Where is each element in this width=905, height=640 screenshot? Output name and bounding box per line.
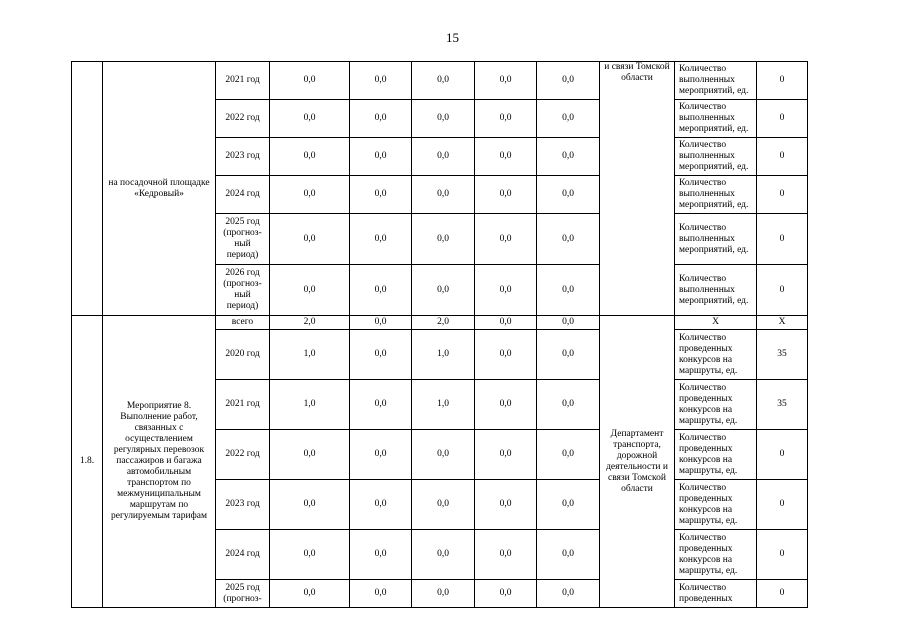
local-cell: 0,0 (475, 380, 537, 430)
other-cell: 0,0 (537, 330, 600, 380)
indicator-name-cell: Количество проведенных конкурсов на маршруты, ед. (675, 380, 757, 430)
indicator-value-cell: 0 (757, 580, 808, 608)
regional-cell: 0,0 (412, 176, 475, 214)
indicator-value-cell: X (757, 316, 808, 330)
other-cell: 0,0 (537, 62, 600, 100)
indicator-name-cell: Количество проведенных конкурсов на маршруты, ед. (675, 430, 757, 480)
other-cell: 0,0 (537, 380, 600, 430)
total-funds-cell: 0,0 (270, 214, 350, 265)
indicator-name-cell: Количество выполненных мероприятий, ед. (675, 100, 757, 138)
event-block-b (72, 316, 808, 608)
local-cell: 0,0 (475, 530, 537, 580)
year-cell: 2022 год (216, 100, 270, 138)
local-cell: 0,0 (475, 480, 537, 530)
federal-cell: 0,0 (350, 480, 412, 530)
indicator-name-cell: Количество выполненных мероприятий, ед. (675, 176, 757, 214)
indicator-value-cell: 0 (757, 530, 808, 580)
total-funds-cell: 0,0 (270, 430, 350, 480)
local-cell: 0,0 (475, 214, 537, 265)
federal-cell: 0,0 (350, 430, 412, 480)
total-funds-cell: 1,0 (270, 380, 350, 430)
total-funds-cell: 0,0 (270, 265, 350, 316)
total-row (72, 316, 808, 330)
other-cell: 0,0 (537, 430, 600, 480)
event-name-cell: Мероприятие 8. Выполнение работ, связанных с осуществлением регулярных перевозок пассажиров и багажа автомобильным транспортом по межмуниципальным маршрутам по регулируемым тарифам (103, 316, 216, 608)
federal-cell: 0,0 (350, 265, 412, 316)
other-cell: 0,0 (537, 214, 600, 265)
local-cell: 0,0 (475, 100, 537, 138)
other-cell: 0,0 (537, 265, 600, 316)
total-funds-cell: 0,0 (270, 176, 350, 214)
other-cell: 0,0 (537, 316, 600, 330)
total-funds-cell: 2,0 (270, 316, 350, 330)
year-cell: 2025 год (прогноз- (216, 580, 270, 608)
year-cell: 2025 год (прогноз- ный период) (216, 214, 270, 265)
federal-cell: 0,0 (350, 530, 412, 580)
indicator-name-cell: Количество выполненных мероприятий, ед. (675, 62, 757, 100)
total-funds-cell: 0,0 (270, 62, 350, 100)
regional-cell: 0,0 (412, 62, 475, 100)
program-table (71, 61, 808, 608)
regional-cell: 0,0 (412, 138, 475, 176)
federal-cell: 0,0 (350, 176, 412, 214)
year-cell: 2024 год (216, 176, 270, 214)
row-number-cell: 1.8. (72, 316, 103, 608)
year-cell: 2026 год (прогноз- ный период) (216, 265, 270, 316)
year-cell: 2023 год (216, 480, 270, 530)
indicator-name-cell: Количество проведенных конкурсов на маршруты, ед. (675, 530, 757, 580)
other-cell: 0,0 (537, 580, 600, 608)
local-cell: 0,0 (475, 430, 537, 480)
regional-cell: 0,0 (412, 580, 475, 608)
year-cell: 2021 год (216, 380, 270, 430)
local-cell: 0,0 (475, 176, 537, 214)
total-funds-cell: 0,0 (270, 580, 350, 608)
year-cell: 2023 год (216, 138, 270, 176)
indicator-value-cell: 0 (757, 138, 808, 176)
indicator-value-cell: 0 (757, 176, 808, 214)
regional-cell: 0,0 (412, 430, 475, 480)
indicator-name-cell: Количество выполненных мероприятий, ед. (675, 214, 757, 265)
federal-cell: 0,0 (350, 138, 412, 176)
total-funds-cell: 0,0 (270, 138, 350, 176)
federal-cell: 0,0 (350, 62, 412, 100)
table-row (72, 62, 808, 100)
indicator-name-cell: Количество выполненных мероприятий, ед. (675, 138, 757, 176)
year-cell: 2024 год (216, 530, 270, 580)
regional-cell: 2,0 (412, 316, 475, 330)
federal-cell: 0,0 (350, 214, 412, 265)
indicator-value-cell: 35 (757, 330, 808, 380)
indicator-name-cell: Количество проведенных (675, 580, 757, 608)
federal-cell: 0,0 (350, 380, 412, 430)
other-cell: 0,0 (537, 530, 600, 580)
indicator-value-cell: 35 (757, 380, 808, 430)
indicator-value-cell: 0 (757, 480, 808, 530)
other-cell: 0,0 (537, 480, 600, 530)
federal-cell: 0,0 (350, 316, 412, 330)
regional-cell: 0,0 (412, 480, 475, 530)
indicator-value-cell: 0 (757, 62, 808, 100)
event-block-a (72, 62, 808, 316)
row-number-cell (72, 62, 103, 316)
federal-cell: 0,0 (350, 100, 412, 138)
indicator-name-cell: X (675, 316, 757, 330)
indicator-name-cell: Количество выполненных мероприятий, ед. (675, 265, 757, 316)
indicator-value-cell: 0 (757, 214, 808, 265)
local-cell: 0,0 (475, 265, 537, 316)
regional-cell: 0,0 (412, 530, 475, 580)
indicator-name-cell: Количество проведенных конкурсов на маршруты, ед. (675, 480, 757, 530)
local-cell: 0,0 (475, 138, 537, 176)
other-cell: 0,0 (537, 100, 600, 138)
local-cell: 0,0 (475, 62, 537, 100)
local-cell: 0,0 (475, 330, 537, 380)
year-cell: 2021 год (216, 62, 270, 100)
indicator-value-cell: 0 (757, 430, 808, 480)
local-cell: 0,0 (475, 316, 537, 330)
regional-cell: 0,0 (412, 214, 475, 265)
indicator-value-cell: 0 (757, 100, 808, 138)
total-funds-cell: 0,0 (270, 530, 350, 580)
year-cell: всего (216, 316, 270, 330)
other-cell: 0,0 (537, 176, 600, 214)
total-funds-cell: 1,0 (270, 330, 350, 380)
regional-cell: 0,0 (412, 265, 475, 316)
federal-cell: 0,0 (350, 330, 412, 380)
other-cell: 0,0 (537, 138, 600, 176)
year-cell: 2022 год (216, 430, 270, 480)
indicator-name-cell: Количество проведенных конкурсов на маршруты, ед. (675, 330, 757, 380)
executor-cell: и связи Томской области (600, 62, 675, 316)
regional-cell: 0,0 (412, 100, 475, 138)
event-name-cell: на посадочной площадке «Кедровый» (103, 62, 216, 316)
regional-cell: 1,0 (412, 380, 475, 430)
year-cell: 2020 год (216, 330, 270, 380)
total-funds-cell: 0,0 (270, 100, 350, 138)
indicator-value-cell: 0 (757, 265, 808, 316)
federal-cell: 0,0 (350, 580, 412, 608)
page-number: 15 (446, 30, 459, 45)
local-cell: 0,0 (475, 580, 537, 608)
total-funds-cell: 0,0 (270, 480, 350, 530)
executor-cell: Департамент транспорта, дорожной деятельности и связи Томской области (600, 316, 675, 608)
regional-cell: 1,0 (412, 330, 475, 380)
